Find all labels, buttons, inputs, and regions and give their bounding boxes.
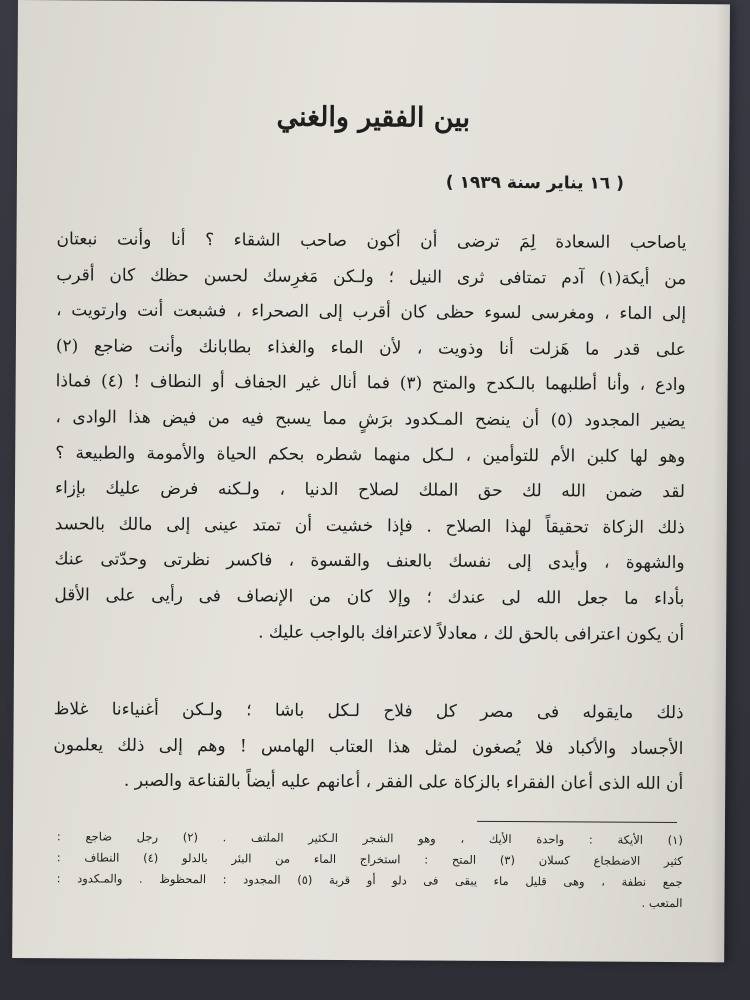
text-line: ياصاحب السعادة لِمَ ترضى أن أكون صاحب الشقاء ؟ أنا وأنت نبعتان [56, 229, 687, 254]
date-line: ( ١٦ يناير سنة ١٩٣٩ ) [445, 172, 624, 194]
text-line: من أيكة(١) آدم تمتافى ثرى النيل ؛ ولـكن مَغرِسك لحسن حظك كان أقرب [56, 264, 687, 289]
text-line: بأداء ما جعل الله لى عندك ؛ وإلا كان من الإنصاف فى رأيى على الأقل [54, 585, 685, 610]
footnote-divider [477, 821, 677, 823]
footnotes [56, 826, 683, 914]
book-page [12, 0, 730, 962]
text-line: على قدر ما هَزلت أنا وذويت ، لأن الماء والغذاء بطابانك وأنت ضاجع (٢) [55, 336, 686, 360]
paragraph-2 [53, 692, 684, 803]
text-line: أن يكون اعترافى بالحق لك ، معادلاً لاعترافك بالواجب عليك . [258, 622, 685, 645]
text-line: والشهوة ، وأيدى إلى نفسك بالعنف والقسوة ، فاكسر نظرتى وحدّتى عنك [54, 549, 685, 574]
text-line: الأجساد والأكباد فلا يُصغون لمثل هذا العتاب الهامس ! وهم إلى ذلك يعلمون [53, 734, 684, 759]
footnote-line: كثير الاضطجاع كسلان (٣) المتح : استخراج الماء من البئر بالدلو (٤) النطاف : [56, 850, 683, 869]
text-line: لقد ضمن الله لك حق الملك لصلاح الدنيا ، ولـكنه فرض عليك بإزاء [54, 478, 686, 503]
text-line: ذلك الزكاة تحقيقاً لهذا الصلاح . فإذا خشيت أن تمتد عينى إلى مالك بالحسد [54, 513, 685, 538]
text-line: ذلك مايقوله فى مصر كل فلاح لـكل باشا ؛ ولـكن أغنياءنا غلاظ [53, 699, 684, 724]
paragraph-1 [54, 222, 687, 653]
footnote-line: جمع نطفة ، وهى قليل ماء يبقى فى دلو أو قربة (٥) المجدود : المحظوظ . والمـكدود : [56, 871, 683, 890]
text-line: إلى الماء ، ومغرسى لسوء حظى كان أقرب إلى الصحراء ، فشبعت أنت وارتويت ، [56, 300, 687, 325]
footnote-line: (١) الأيكة : واحدة الأيك ، وهو الشجر الـكثير الملتف . (٢) رجل ضاجع : [56, 829, 683, 848]
text-line: وهو لها كلبن الأم للتوأمين ، لـكل منهما شطره بحكم الحياة والأمومة والطبيعة ؟ [55, 442, 686, 467]
text-line: يضير المجدود (٥) أن ينضح المـكدود برَشٍ مما يسبح فيه من فيض هذا الوادى ، [55, 407, 686, 432]
text-line: وادع ، وأنا أطلبهما بالـكدح والمتح (٣) فما أنال غير الجفاف أو النطاف ! (٤) فماذا [55, 371, 686, 396]
text-line: أن الله الذى أعان الفقراء بالزكاة على الفقر ، أعانهم عليه أيضاً بالقناعة والصبر . [123, 770, 684, 795]
footnote-line: المتعب . [641, 895, 683, 911]
page-title: بين الفقير والغني [276, 101, 471, 134]
